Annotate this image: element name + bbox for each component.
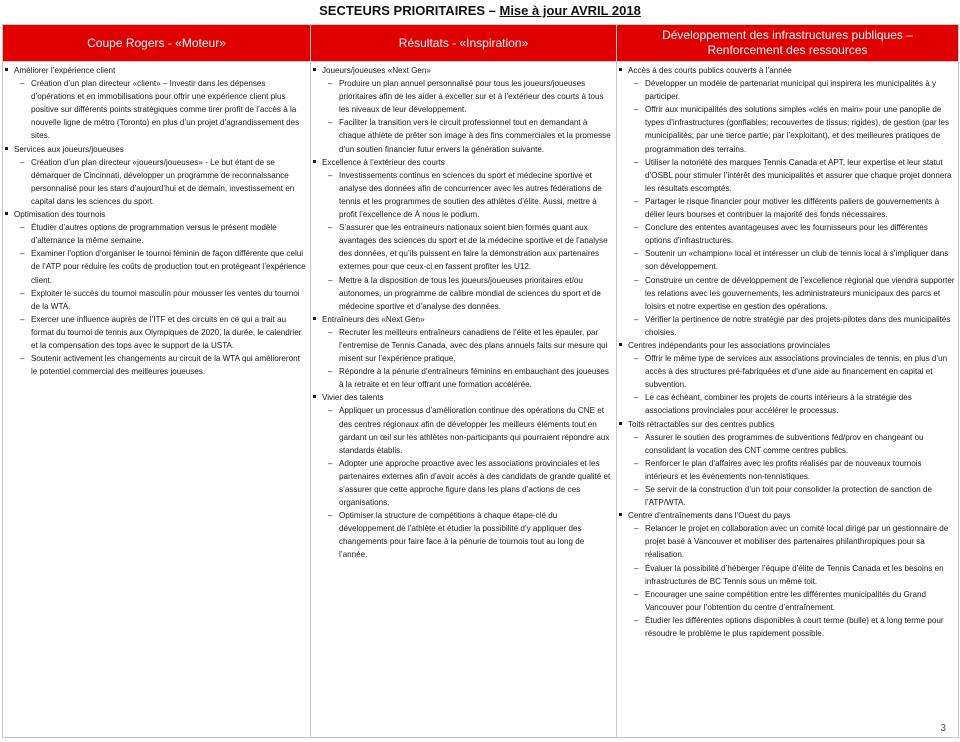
page-number: 3 bbox=[940, 723, 946, 734]
list-item: – Faciliter la transition vers le circuit professionnel tout en demandant à chaque athlète de prêter son image à des fins commerciales et la promesse d’un soutien financier futur envers la génération suivante. bbox=[322, 116, 613, 155]
column-header-line: Développement des infrastructures publiques – bbox=[662, 28, 913, 42]
item-list bbox=[14, 221, 307, 378]
item-list bbox=[628, 352, 955, 417]
list-item: – Création d’un plan directeur «joueurs/joueuses» - Le but étant de se démarquer de Cincinnati, développer un programme de reconnaissance personnalisé pour les stars d’aujourd’hui et de demain, investissement en capital dans les sciences du sport. bbox=[14, 156, 307, 208]
list-item: – Soutenir activement les changements au circuit de la WTA qui amélioreront le potentiel commercial des meilleures joueuses. bbox=[14, 352, 307, 378]
list-item: – Construire un centre de développement de l’excellence régional que viendra supporter les relations avec les gouvernements, les administrateurs municipaux des parcs et loisirs et notre expertise en gestion des opérations. bbox=[628, 274, 955, 313]
section-heading: Excellence à l’extérieur des courts bbox=[322, 157, 445, 167]
list-item: – Examiner l’option d’organiser le tournoi féminin de façon différente que celui de l’ATP pour réduire les coûts de production tout en protégeant l’expérience client. bbox=[14, 247, 307, 286]
item-list bbox=[628, 522, 955, 640]
list-item: – Répondre à la pénurie d’entraîneurs féminins en embauchant des joueuses à la retraite et en leur offrant une formation accélérée. bbox=[322, 365, 613, 391]
content-row bbox=[3, 62, 959, 738]
section bbox=[7, 143, 307, 208]
column-header-results bbox=[311, 25, 617, 62]
section bbox=[621, 339, 955, 418]
section bbox=[7, 208, 307, 378]
header-row bbox=[3, 25, 959, 62]
column-infrastructure bbox=[617, 62, 959, 738]
section-heading: Services aux joueurs/joueuses bbox=[14, 144, 124, 154]
item-list bbox=[14, 77, 307, 142]
list-item: – Encourager une saine compétition entre les différentes municipalités du Grand Vancouver pour l’obtention du centre d’entraînement. bbox=[628, 588, 955, 614]
list-item: – Appliquer un processus d’amélioration continue des opérations du CNE et des centres régionaux afin de développer les meilleurs éléments tout en gardant un œil sur les athlètes non-participants qui pourraient répondre aux standards établis. bbox=[322, 404, 613, 456]
list-item: – Le cas échéant, combiner les projets de courts intérieurs à la stratégie des associations provinciales pour accélérer le processus. bbox=[628, 391, 955, 417]
section-heading: Centres indépendants pour les associations provinciales bbox=[628, 340, 831, 350]
section-list bbox=[621, 64, 955, 640]
list-item: – Recruter les meilleurs entraîneurs canadiens de l’élite et les épauler, par l’entremise de Tennis Canada, avec des plans annuels faits sur mesure qui misent sur l’expérience pratique. bbox=[322, 326, 613, 365]
item-list bbox=[322, 77, 613, 156]
page-title-main: SECTEURS PRIORITAIRES – bbox=[319, 3, 500, 18]
page-title bbox=[0, 3, 960, 18]
list-item: – Exploiter le succès du tournoi masculin pour mousser les ventes du tournoi de la WTA. bbox=[14, 287, 307, 313]
column-header-rogers-cup bbox=[3, 25, 311, 62]
item-list bbox=[14, 156, 307, 208]
list-item: – S’assurer que les entraineurs nationaux soient bien formés quant aux avantages des sciences du sport et de la médecine sportive et de l’analyse des données, et qu’ils puissent en faire la démonstration aux partenaires externes pour que ceux-ci en fassent profiter les U12. bbox=[322, 221, 613, 273]
list-item: – Se servir de la construction d’un toit pour consolider la protection de sanction de l’ATP/WTA. bbox=[628, 483, 955, 509]
column-header-infrastructure bbox=[617, 25, 959, 62]
section-heading: Accès à des courts publics couverts à l’année bbox=[628, 66, 792, 75]
list-item: – Vérifier la pertinence de notre stratégie par des projets-pilotes dans des municipalités choisies. bbox=[628, 313, 955, 339]
list-item: – Mettre à la disposition de tous les joueurs/joueuses prioritaires et/ou autonomes, un programme de calibre mondial de sciences du sport et de médecine sportive et d’analyse des données. bbox=[322, 274, 613, 313]
section bbox=[621, 64, 955, 339]
section bbox=[315, 156, 613, 313]
section bbox=[621, 418, 955, 510]
list-item: – Produire un plan annuel personnalisé pour tous les joueurs/joueuses prioritaires afin de les aider à exceller sur et à l’extérieur des courts à tous les niveaux de leur développement. bbox=[322, 77, 613, 116]
section bbox=[315, 313, 613, 392]
column-header-line: Résultats - «Inspiration» bbox=[398, 35, 529, 50]
section-heading: Optimisation des tournois bbox=[14, 210, 106, 220]
list-item: – Étudier les différentes options disponibles à court terme (bulle) et à long terme pour résoudre le problème le plus rapidement possible. bbox=[628, 614, 955, 640]
item-list bbox=[322, 169, 613, 313]
column-rogers-cup bbox=[3, 62, 311, 738]
section bbox=[621, 509, 955, 640]
section bbox=[315, 64, 613, 156]
section-heading: Centre d’entraînements dans l’Ouest du pays bbox=[628, 511, 791, 521]
list-item: – Assurer le soutien des programmes de subventions féd/prov en changeant ou consolidant la vocation des CNT comme centres publics. bbox=[628, 431, 955, 457]
list-item: – Conclure des ententes avantageuses avec les fournisseurs pour les différentes options d’infrastructures. bbox=[628, 221, 955, 247]
section-heading: Toits rétractables sur des centres publics bbox=[628, 419, 775, 429]
list-item: – Offrir le même type de services aux associations provinciales de tennis, en plus d’un accès à des structures pré-fabriquées et d’une aide au financement en capital et subvention. bbox=[628, 352, 955, 391]
list-item: – Création d’un plan directeur «client» – Investir dans les dépenses d’opérations et en immobilisations pour offrir une expérience client plus positive sur différents points stratégiques comme tirer profit de l’accès à la nouvelle ligne de métro (Toronto) en plus d’un projet d’agrandissement des sites. bbox=[14, 77, 307, 142]
section-heading: Joueurs/joueuses «Next Gen» bbox=[322, 66, 431, 75]
section-heading: Entraîneurs des «Next Gen» bbox=[322, 314, 425, 324]
list-item: – Développer un modèle de partenariat municipal qui inspirera les municipalités à y participer. bbox=[628, 77, 955, 103]
section-list bbox=[7, 64, 307, 378]
item-list bbox=[322, 326, 613, 391]
section bbox=[315, 391, 613, 561]
list-item: – Partager le risque financier pour motiver les différents paliers de gouvernements à délier leurs bourses et contribuer la majorité des fonds nécessaires. bbox=[628, 195, 955, 221]
section-heading: Améliorer l’expérience client bbox=[14, 66, 116, 75]
list-item: – Exercer une influence auprès de l’ITF et des circuits en ce qui a trait au format du tournoi de tennis aux Olympiques de 2020, la durée, le calendrier et la compensation des tops avec le support de la USTA. bbox=[14, 313, 307, 352]
list-item: – Offrir aux municipalités des solutions simples «clés en main» pour une panoplie de types d’infrastructures (gonflables; recouvertes de tissus; rigides), de gestion (par les municipalités; par une tierce partie; par l’exploitant), et des meilleures pratiques de programmation des terrains. bbox=[628, 103, 955, 155]
list-item: – Optimiser la structure de compétitions à chaque étape-clé du développement de l’athlète et étudier la possibilité d’y appliquer des changements pour faire face à la pénurie de tournois tout au long de l’année. bbox=[322, 509, 613, 561]
item-list bbox=[628, 431, 955, 510]
section-heading: Vivier des talents bbox=[322, 393, 384, 403]
item-list bbox=[322, 404, 613, 561]
list-item: – Étudier d’autres options de programmation versus le présent modèle d’alternance la même semaine. bbox=[14, 221, 307, 247]
column-header-line: Renforcement des ressources bbox=[707, 43, 868, 57]
page-title-date: Mise à jour AVRIL 2018 bbox=[499, 3, 641, 18]
priorities-table bbox=[2, 24, 959, 738]
section-list bbox=[315, 64, 613, 562]
list-item: – Utiliser la notoriété des marques Tennis Canada et APT, leur expertise et leur statut d’OSBL pour stimuler l’intérêt des municipalités et assurer que chaque projet donnera les résultats escomptés. bbox=[628, 156, 955, 195]
list-item: – Évaluer la possibilité d’héberger l’équipe d’élite de Tennis Canada et les besoins en infrastructures de BC Tennis sous un même toit. bbox=[628, 562, 955, 588]
list-item: – Renforcer le plan d’affaires avec les profits réalisés par de nouveaux tournois intérieurs et les événements non-tennistiques. bbox=[628, 457, 955, 483]
list-item: – Relancer le projet en collaboration avec un comité local dirigé par un gestionnaire de projet basé à Vancouver et mobiliser des partenaires philanthropiques pour sa réalisation. bbox=[628, 522, 955, 561]
list-item: – Adopter une approche proactive avec les associations provinciales et les partenaires externes afin d’avoir accès à des candidats de grande qualité et s’assurer que cette approche figure dans les plans d’actions de ces organisations. bbox=[322, 457, 613, 509]
column-header-line: Coupe Rogers - «Moteur» bbox=[87, 35, 226, 50]
item-list bbox=[628, 77, 955, 339]
section bbox=[7, 64, 307, 143]
column-results bbox=[311, 62, 617, 738]
list-item: – Investissements continus en sciences du sport et médecine sportive et analyse des données afin de concurrencer avec les autres fédérations de tennis et les programmes de soutien des athlètes d’élite. Aussi, mettre à profit l’excellence de À nous le podium. bbox=[322, 169, 613, 221]
list-item: – Soutenir un «champion» local et intéresser un club de tennis local à s’impliquer dans son développement. bbox=[628, 247, 955, 273]
